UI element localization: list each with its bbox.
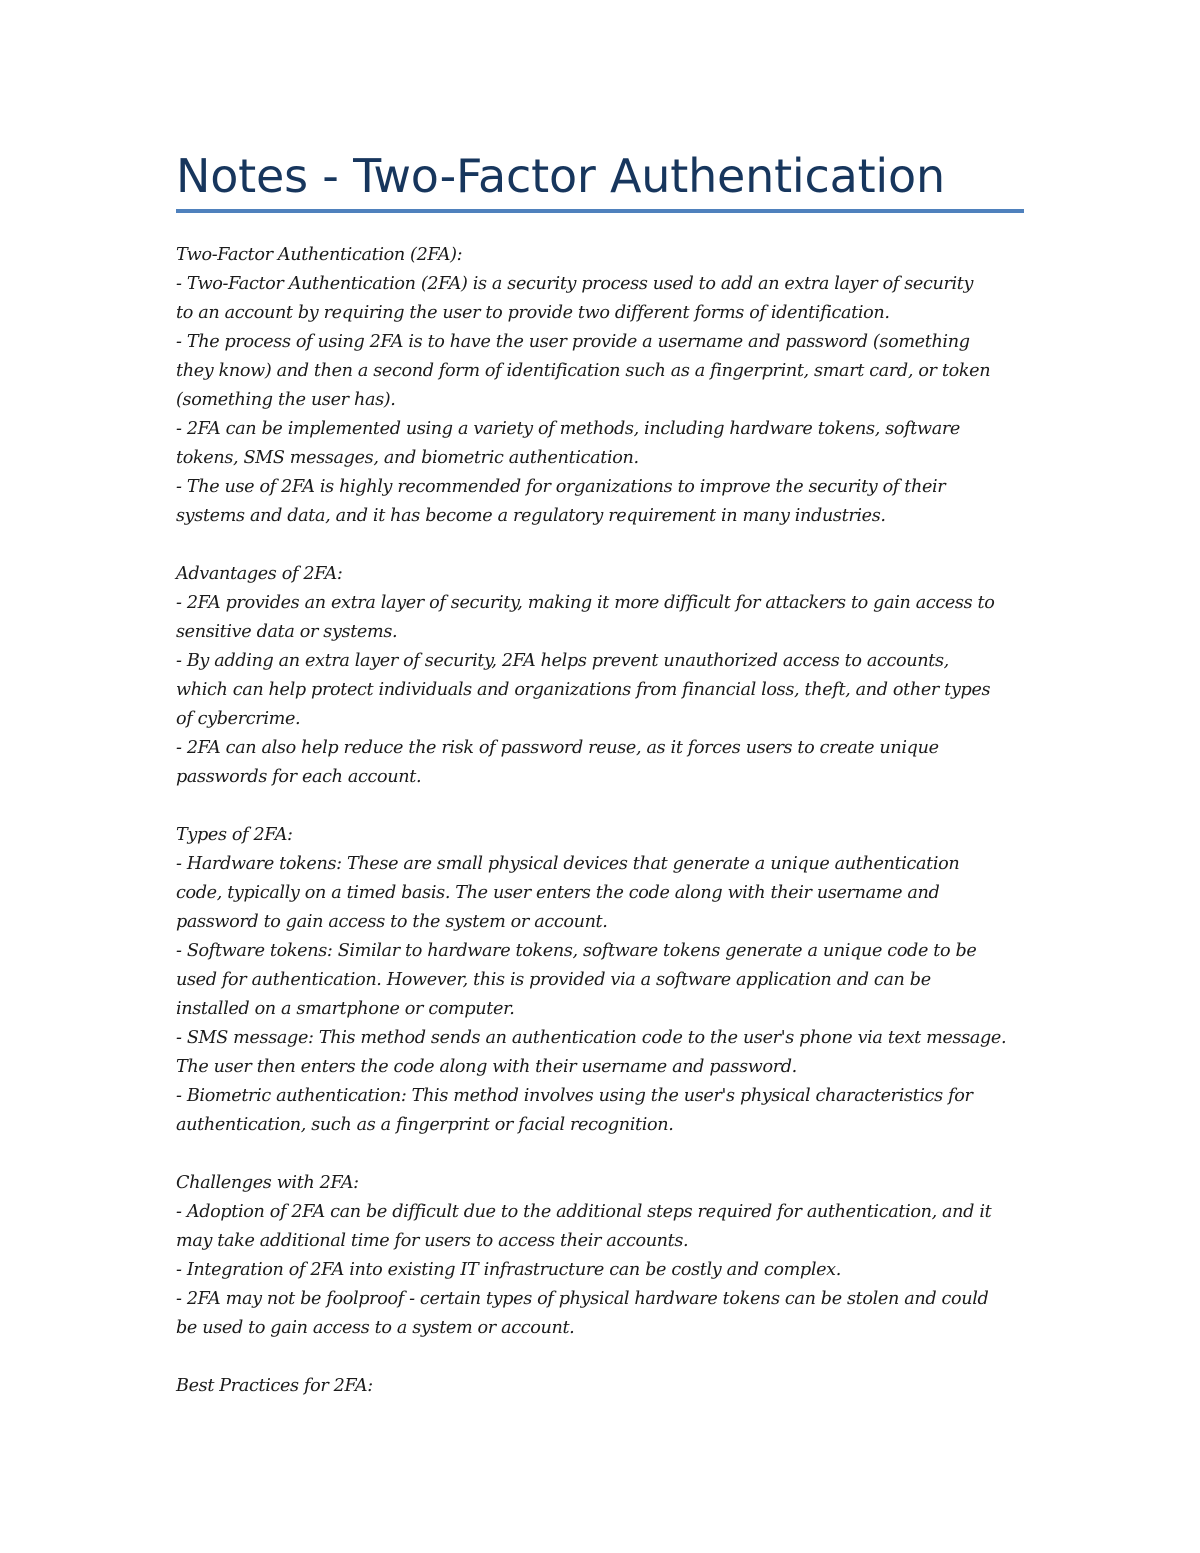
body-line: used for authentication. However, this is provided via a software application and can be [176, 970, 931, 990]
body-line: - SMS message: This method sends an authentication code to the user's phone via text message. [176, 1028, 1007, 1048]
body-line: - Integration of 2FA into existing IT infrastructure can be costly and complex. [176, 1260, 841, 1280]
body-line: - Software tokens: Similar to hardware tokens, software tokens generate a unique code to be [176, 941, 977, 961]
section-heading: Challenges with 2FA: [176, 1173, 359, 1193]
body-line: password to gain access to the system or account. [176, 912, 608, 932]
body-line: code, typically on a timed basis. The user enters the code along with their username and [176, 883, 940, 903]
body-line: sensitive data or systems. [176, 622, 398, 642]
body-line: - 2FA provides an extra layer of security, making it more difficult for attackers to gain access to [176, 593, 995, 613]
body-line: - By adding an extra layer of security, 2FA helps prevent unauthorized access to accounts, [176, 651, 949, 671]
section-heading: Types of 2FA: [176, 825, 293, 845]
body-line: installed on a smartphone or computer. [176, 999, 515, 1019]
body-line: - 2FA may not be foolproof - certain types of physical hardware tokens can be stolen and could [176, 1289, 989, 1309]
body-line: - Biometric authentication: This method involves using the user's physical characteristics for [176, 1086, 973, 1106]
section-heading: Two-Factor Authentication (2FA): [176, 245, 463, 265]
section-advantages [176, 560, 1036, 792]
body-line: of cybercrime. [176, 709, 301, 729]
body-line: authentication, such as a fingerprint or facial recognition. [176, 1115, 674, 1135]
document-body [176, 241, 1036, 1430]
body-line: - The process of using 2FA is to have the user provide a username and password (something [176, 332, 970, 352]
section-heading: Best Practices for 2FA: [176, 1376, 373, 1396]
body-line: which can help protect individuals and organizations from financial loss, theft, and other types [176, 680, 991, 700]
section-challenges [176, 1169, 1036, 1343]
body-line: - Adoption of 2FA can be difficult due to the additional steps required for authentication, and it [176, 1202, 992, 1222]
body-line: The user then enters the code along with their username and password. [176, 1057, 797, 1077]
body-line: be used to gain access to a system or account. [176, 1318, 575, 1338]
document-title: Notes - Two-Factor Authentication [176, 149, 945, 203]
body-line: systems and data, and it has become a regulatory requirement in many industries. [176, 506, 886, 526]
body-line: to an account by requiring the user to provide two different forms of identification. [176, 303, 890, 323]
body-line: (something the user has). [176, 390, 396, 410]
body-line: they know) and then a second form of identification such as a fingerprint, smart card, or token [176, 361, 991, 381]
body-line: - Hardware tokens: These are small physical devices that generate a unique authentication [176, 854, 960, 874]
title-underline [176, 209, 1024, 213]
body-line: - 2FA can be implemented using a variety of methods, including hardware tokens, software [176, 419, 960, 439]
section-heading: Advantages of 2FA: [176, 564, 343, 584]
body-line: passwords for each account. [176, 767, 422, 787]
body-line: - 2FA can also help reduce the risk of password reuse, as it forces users to create unique [176, 738, 939, 758]
body-line: tokens, SMS messages, and biometric authentication. [176, 448, 639, 468]
section-best-practices [176, 1372, 1036, 1401]
body-line: - Two-Factor Authentication (2FA) is a security process used to add an extra layer of security [176, 274, 974, 294]
section-2fa-overview [176, 241, 1036, 531]
body-line: may take additional time for users to access their accounts. [176, 1231, 689, 1251]
body-line: - The use of 2FA is highly recommended for organizations to improve the security of their [176, 477, 946, 497]
section-types [176, 821, 1036, 1140]
